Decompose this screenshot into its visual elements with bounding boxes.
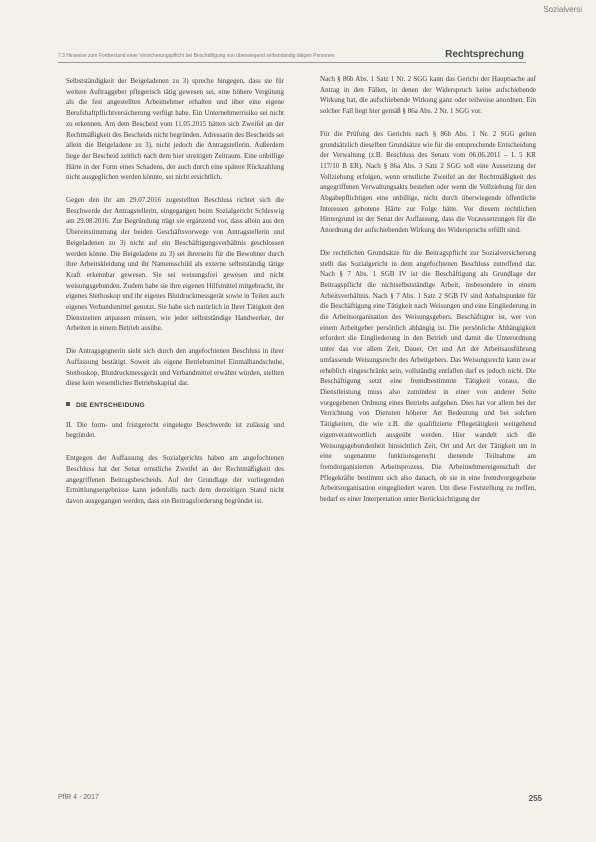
page-number: 255 [528, 794, 542, 803]
journal-issue: PflR 4 · 2017 [58, 794, 99, 801]
paragraph: Die Antragsgegnerin sieht sich durch den angefochtenen Beschluss in ihrer Auffassung bestätigt. Soweit als eigene Betriebsmittel Einmalhandschuhe, Stethoskop, Blutdruckmessgerät und Verbandmittel erwähnt würden, stellten diese kein wesentliches Betriebskapital dar. [66, 347, 284, 388]
right-column [320, 74, 536, 517]
running-title: 7.3 Hinweise zum Fortbestand einer Versicherungspflicht bei Beschäftigung von überwiegend selbstständig tätigen Personen [58, 53, 335, 59]
paragraph: Entgegen der Auffassung des Sozialgerichts haben am angefochtenen Beschluss hat der Senat ernstliche Zweifel an der Rechtmäßigkeit des angegriffenen Beitragsbescheids. Auf der Grundlage der vorliegenden Ermittlungsergebnisse kann jedenfalls nach dem derzeitigen Stand nicht davon ausgegangen werden, dass ein Beitragsforderung begründet ist. [66, 454, 284, 505]
left-column [66, 76, 284, 519]
paragraph: Die rechtlichen Grundsätze für die Beitragspflicht zur Sozialversicherung stellt das Sozialgericht in dem angefochtenen Beschluss zutreffend dar. Nach § 7 Abs. 1 SGB IV ist die Beschäftigung als Grundlage der Beitragspflicht die nichtselbstständige Arbeit, insbesondere in einem Arbeitsverhältnis. Nach § 7 Abs. 1 Satz 2 SGB IV sind Anhaltspunkte für die Beschäftigung eine Tätigkeit nach Weisungen und eine Eingliederung in die Arbeitsorganisation des Weisungsgebers. Beschäftigter ist, wer von einem Arbeitgeber persönlich abhängig ist. Die persönliche Abhängigkeit erfordert die Eingliederung in den Betrieb und damit die Unterordnung unter das vor allem Zeit, Dauer, Ort und Art der Arbeitsausführung umfassende Weisungsrecht des Arbeitgebers. Das Weisungsrecht kann zwar erheblich eingeschränkt sein, vollständig entfallen darf es jedoch nicht. Die Beschäftigung setzt eine fremdbestimmte Tätigkeit voraus, die Dienstleistung muss also zumindest in einer von anderer Seite vorgegebenen Ordnung eines Betriebs aufgehen. Dies hat vor allem bei der Verrichtung von Diensten höherer Art Bedeutung und bei solchen Tätigkeiten, die wie z.B. die qualifizierte Pflegetätigkeit weitgehend eigenverantwortlich ausgeübt werden. Hier wandelt sich die Weisungsgebundenheit hinsichtlich Zeit, Ort und Art der Tätigkeit um in eine sogenannte funktionsgerecht dienende Teilnahme am fremdorganisierten Arbeitsprozess. Die Arbeitnehmereigenschaft der Pflegekräfte bestimmt sich also danach, ob sie in eine fremdvorgegebene Arbeitsorganisation eingegliedert waren. Um diese Feststellung zu treffen, bedarf es einer Interpretation unter Berücksichtigung der [320, 248, 536, 504]
section-heading [66, 401, 284, 412]
paragraph: Selbstständigkeit der Beigeladenen zu 3) spreche hingegen, dass sie für weitere Auftraggeber pflegerisch tätig gewesen sei, eine höhere Vergütung als die fest angestellten Arbeitnehmer erhalten und über eine eigene Berufshaftpflichtversicherung verfügt habe. Ein Unternehmerrisiko sei nicht zu erkennen. Am dem Bescheid vom 11.05.2015 hätten sich Zweifel an der Rechtmäßigkeit des Bescheids nicht begründen. Adressatin des Bescheids sei allein die Beigeladene zu 3), nicht jedoch die Antragstellerin. Außerdem liege der Bescheid zeitlich nach dem hier streitigen Zeitraum. Eine unbillige Härte in der Form eines Schadens, der auch durch eine spätere Rückzahlung nicht ausgeglichen werden könnte, sei nicht ersichtlich. [66, 77, 284, 182]
square-bullet-icon [66, 402, 70, 406]
paragraph: Gegen den ihr am 29.07.2016 zugestellten Beschluss richtet sich die Beschwerde der Antragstellerin, eingegangen beim Sozialgericht Schleswig am 29.08.2016. Zur Begründung trägt sie ergänzend vor, dass allein aus den Übereinstimmung der beiden Geschäftsvorwege von Antragstellerin und Beigeladenen zu 3) nicht auf ein Beschäftigungsverhältnis geschlossen werden könne. Die Beigeladene zu 3) sei ihrerseits für die Bewohner durch ihre Arbeitskleidung und ihr Namensschild als externe selbstständig tätige Kraft erkennbar gewesen. Sie sei weisungsfrei gewesen und nicht weisungsgebunden. Zudem habe sie ihre eigenen Hilfsmittel mitgebracht, ihr eigenes Stethoskop und ihr eigenes Blutdruckmessgerät sowie in Teilen auch eigenes Verbandsmittel genutzt. Sie habe sich natürlich in Ihrer Tätigkeit den Dienstzeiten anpassen müssen, wie jeder selbstständige Handwerker, der Arbeiten in einem Betrieb ausübe. [66, 196, 284, 333]
section-label: Sozialversi [543, 5, 582, 14]
paragraph: Für die Prüfung des Gerichts nach § 86b Abs. 1 Nr. 2 SGG gelten grundsätzlich dieselben Grundsätze wie für die entsprechende Entscheidung der Verwaltung (z.B. Beschluss des Senats vom 06.06.2011 – L 5 KR 117/10 B ER). Nach § 86a Abs. 3 Satz 2 SGG soll eine Aussetzung der Vollziehung erfolgen, wenn ernstliche Zweifel an der Rechtmäßigkeit des angegriffenen Verwaltungsakts bestehen oder wenn die Vollziehung für den Abgabepflichtigen eine unbillige, nicht durch überwiegende öffentliche Interessen gebotene Härte zur Folge hätte. Vor diesem rechtlichen Hintergrund ist der Senat der Auffassung, dass die Voraussetzungen für die Anordnung der aufschiebenden Wirkung des Widerspruchs erfüllt sind. [320, 129, 536, 235]
paragraph: II. Die form- und fristgerecht eingelegte Beschwerde ist zulässig und begründet. [66, 420, 284, 440]
paragraph: Nach § 86b Abs. 1 Satz 1 Nr. 2 SGG kann das Gericht der Hauptsache auf Antrag in den Fällen, in denen der Widerspruch keine aufschiebende Wirkung hat, die aufschiebende Wirkung ganz oder teilweise anordnen. Ein solcher Fall liegt hier gemäß § 86a Abs. 2 Nr. 1 SGG vor. [320, 75, 536, 116]
page-header [58, 44, 526, 63]
section-heading-text: DIE ENTSCHEIDUNG [76, 401, 145, 409]
rubric-title: Rechtsprechung [445, 49, 524, 60]
page-footer [58, 794, 542, 808]
